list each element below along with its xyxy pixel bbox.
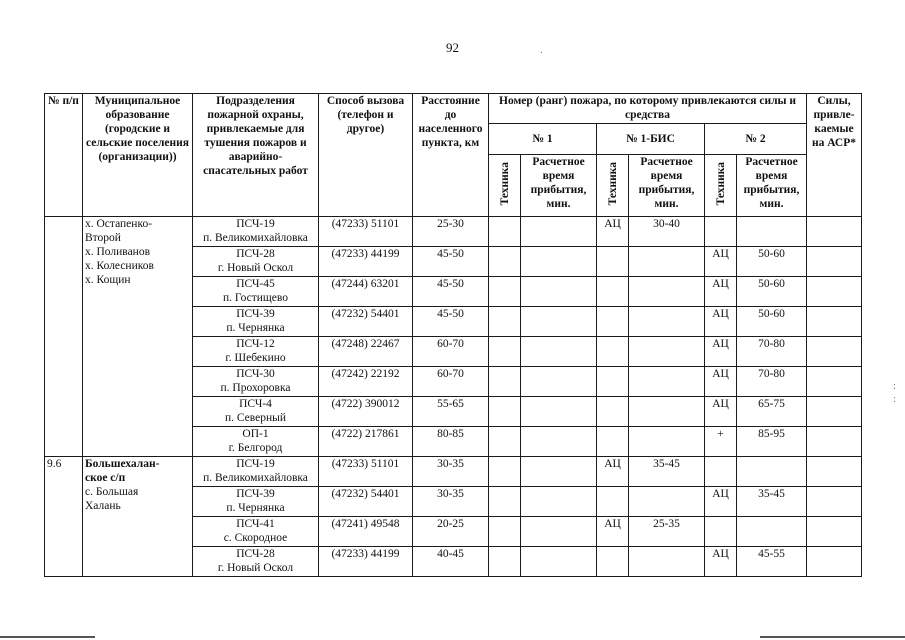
unit-name: ПСЧ-19 bbox=[236, 218, 275, 230]
tech-2-cell: АЦ bbox=[705, 487, 737, 517]
header-tech-1bis bbox=[597, 155, 629, 217]
arrival-1-cell bbox=[521, 307, 597, 337]
row-number: 9.6 bbox=[45, 457, 83, 577]
tech-1bis-cell bbox=[597, 487, 629, 517]
tech-2-cell bbox=[705, 457, 737, 487]
unit-cell bbox=[193, 367, 319, 397]
table-body bbox=[45, 217, 862, 577]
unit-name: ПСЧ-45 bbox=[236, 278, 275, 290]
distance-cell: 20-25 bbox=[413, 517, 489, 547]
unit-location: г. Белгород bbox=[228, 442, 283, 454]
municipal-line: х. Кощин bbox=[85, 274, 131, 286]
distance-cell: 30-35 bbox=[413, 487, 489, 517]
scan-edge-line bbox=[0, 636, 95, 638]
unit-name: ПСЧ-39 bbox=[236, 308, 275, 320]
header-call: Способ вызова (телефон и другое) bbox=[319, 94, 413, 217]
phone-cell: (47233) 44199 bbox=[319, 547, 413, 577]
arrival-1-cell bbox=[521, 457, 597, 487]
unit-cell bbox=[193, 307, 319, 337]
unit-name: ОП-1 bbox=[242, 428, 269, 440]
unit-location: п. Великомихайловка bbox=[203, 472, 308, 484]
unit-cell bbox=[193, 517, 319, 547]
asr-cell bbox=[807, 547, 862, 577]
arrival-1-cell bbox=[521, 427, 597, 457]
arrival-1-cell bbox=[521, 217, 597, 247]
page-number: 92 bbox=[446, 40, 459, 55]
distance-cell: 60-70 bbox=[413, 367, 489, 397]
scan-mark: : bbox=[893, 393, 897, 405]
tech-2-cell: АЦ bbox=[705, 247, 737, 277]
tech-1bis-cell bbox=[597, 277, 629, 307]
arrival-1bis-cell bbox=[629, 277, 705, 307]
municipal-cell bbox=[83, 457, 193, 577]
arrival-1bis-cell bbox=[629, 247, 705, 277]
distance-cell: 30-35 bbox=[413, 457, 489, 487]
unit-location: г. Новый Оскол bbox=[217, 562, 294, 574]
header-rank-1bis: № 1-БИС bbox=[597, 124, 705, 155]
fire-forces-table bbox=[44, 93, 862, 577]
arrival-1bis-cell bbox=[629, 367, 705, 397]
tech-2-cell bbox=[705, 217, 737, 247]
asr-cell bbox=[807, 457, 862, 487]
unit-location: г. Шебекино bbox=[225, 352, 286, 364]
municipal-line: Халань bbox=[85, 500, 121, 512]
asr-cell bbox=[807, 397, 862, 427]
tech-1bis-cell bbox=[597, 247, 629, 277]
municipal-line: ское с/п bbox=[85, 472, 126, 484]
arrival-1bis-cell: 25-35 bbox=[629, 517, 705, 547]
arrival-1bis-cell: 35-45 bbox=[629, 457, 705, 487]
unit-name: ПСЧ-41 bbox=[236, 518, 275, 530]
distance-cell: 45-50 bbox=[413, 277, 489, 307]
header-arrival-1bis: Расчетное время прибытия, мин. bbox=[629, 155, 705, 217]
tech-1-cell bbox=[489, 457, 521, 487]
tech-1bis-cell bbox=[597, 427, 629, 457]
header-arrival-2: Расчетное время прибытия, мин. bbox=[737, 155, 807, 217]
arrival-1-cell bbox=[521, 337, 597, 367]
header-municipal: Муниципальное образование (городские и сельские поселения (организации)) bbox=[83, 94, 193, 217]
arrival-1bis-cell: 30-40 bbox=[629, 217, 705, 247]
asr-cell bbox=[807, 427, 862, 457]
arrival-1-cell bbox=[521, 277, 597, 307]
asr-cell bbox=[807, 217, 862, 247]
phone-cell: (47248) 22467 bbox=[319, 337, 413, 367]
header-rank-1: № 1 bbox=[489, 124, 597, 155]
municipal-line: х. Поливанов bbox=[85, 246, 151, 258]
arrival-1-cell bbox=[521, 397, 597, 427]
tech-2-cell: АЦ bbox=[705, 337, 737, 367]
arrival-2-cell: 50-60 bbox=[737, 247, 807, 277]
header-fire-number: Номер (ранг) пожара, по которому привлекаются силы и средства bbox=[489, 94, 807, 124]
unit-name: ПСЧ-19 bbox=[236, 458, 275, 470]
tech-1bis-cell bbox=[597, 337, 629, 367]
header-arrival-1: Расчетное время прибытия, мин. bbox=[521, 155, 597, 217]
asr-cell bbox=[807, 517, 862, 547]
header-units: Подразделения пожарной охраны, привлекаемые для тушения пожаров и аварийно-спасательных работ bbox=[193, 94, 319, 217]
header-tech-label: Техника bbox=[606, 161, 619, 206]
arrival-2-cell: 70-80 bbox=[737, 337, 807, 367]
phone-cell: (47232) 54401 bbox=[319, 307, 413, 337]
unit-name: ПСЧ-28 bbox=[236, 248, 275, 260]
arrival-1bis-cell bbox=[629, 337, 705, 367]
unit-location: п. Чернянка bbox=[226, 502, 285, 514]
tech-1-cell bbox=[489, 217, 521, 247]
tech-2-cell bbox=[705, 517, 737, 547]
distance-cell: 25-30 bbox=[413, 217, 489, 247]
unit-location: п. Чернянка bbox=[226, 322, 285, 334]
tech-1-cell bbox=[489, 307, 521, 337]
tech-2-cell: АЦ bbox=[705, 367, 737, 397]
distance-cell: 40-45 bbox=[413, 547, 489, 577]
arrival-1bis-cell bbox=[629, 397, 705, 427]
tech-2-cell: АЦ bbox=[705, 307, 737, 337]
phone-cell: (47233) 44199 bbox=[319, 247, 413, 277]
tech-1bis-cell bbox=[597, 397, 629, 427]
municipal-cell bbox=[83, 217, 193, 457]
asr-cell bbox=[807, 487, 862, 517]
arrival-2-cell: 35-45 bbox=[737, 487, 807, 517]
header-tech-1 bbox=[489, 155, 521, 217]
asr-cell bbox=[807, 307, 862, 337]
unit-cell bbox=[193, 217, 319, 247]
arrival-1bis-cell bbox=[629, 307, 705, 337]
arrival-2-cell: 50-60 bbox=[737, 307, 807, 337]
scan-mark: : bbox=[893, 380, 897, 392]
unit-name: ПСЧ-30 bbox=[236, 368, 275, 380]
tech-1bis-cell bbox=[597, 367, 629, 397]
phone-cell: (4722) 217861 bbox=[319, 427, 413, 457]
header-row bbox=[45, 94, 862, 124]
header-tech-label: Техника bbox=[714, 161, 727, 206]
tech-1-cell bbox=[489, 337, 521, 367]
tech-1bis-cell bbox=[597, 307, 629, 337]
tech-2-cell: АЦ bbox=[705, 547, 737, 577]
asr-cell bbox=[807, 247, 862, 277]
distance-cell: 45-50 bbox=[413, 247, 489, 277]
tech-1-cell bbox=[489, 487, 521, 517]
arrival-2-cell bbox=[737, 517, 807, 547]
phone-cell: (47232) 54401 bbox=[319, 487, 413, 517]
unit-cell bbox=[193, 427, 319, 457]
asr-cell bbox=[807, 277, 862, 307]
phone-cell: (47244) 63201 bbox=[319, 277, 413, 307]
unit-location: п. Великомихайловка bbox=[203, 232, 308, 244]
arrival-1bis-cell bbox=[629, 547, 705, 577]
arrival-2-cell: 65-75 bbox=[737, 397, 807, 427]
distance-cell: 55-65 bbox=[413, 397, 489, 427]
distance-cell: 80-85 bbox=[413, 427, 489, 457]
header-num: № п/п bbox=[45, 94, 83, 217]
unit-location: п. Гостищево bbox=[223, 292, 288, 304]
unit-name: ПСЧ-4 bbox=[239, 398, 272, 410]
unit-cell bbox=[193, 487, 319, 517]
unit-name: ПСЧ-39 bbox=[236, 488, 275, 500]
municipal-line: Большехалан- bbox=[85, 458, 160, 470]
phone-cell: (47242) 22192 bbox=[319, 367, 413, 397]
tech-1-cell bbox=[489, 247, 521, 277]
distance-cell: 60-70 bbox=[413, 337, 489, 367]
tech-1bis-cell bbox=[597, 547, 629, 577]
unit-location: с. Скородное bbox=[223, 532, 288, 544]
tech-1-cell bbox=[489, 367, 521, 397]
phone-cell: (47233) 51101 bbox=[319, 217, 413, 247]
unit-location: г. Новый Оскол bbox=[217, 262, 294, 274]
phone-cell: (4722) 390012 bbox=[319, 397, 413, 427]
unit-cell bbox=[193, 457, 319, 487]
municipal-line: х. Колесников bbox=[85, 260, 154, 272]
unit-name: ПСЧ-12 bbox=[236, 338, 275, 350]
tech-1bis-cell: АЦ bbox=[597, 517, 629, 547]
table-row bbox=[45, 457, 862, 487]
arrival-1-cell bbox=[521, 247, 597, 277]
arrival-1-cell bbox=[521, 487, 597, 517]
phone-cell: (47241) 49548 bbox=[319, 517, 413, 547]
tech-1-cell bbox=[489, 547, 521, 577]
row-number bbox=[45, 217, 83, 457]
header-rank-2: № 2 bbox=[705, 124, 807, 155]
arrival-2-cell: 45-55 bbox=[737, 547, 807, 577]
municipal-line: с. Большая bbox=[85, 486, 139, 498]
asr-cell bbox=[807, 337, 862, 367]
municipal-line: Второй bbox=[85, 232, 121, 244]
unit-location: п. Северный bbox=[224, 412, 287, 424]
tech-2-cell: + bbox=[705, 427, 737, 457]
tech-2-cell: АЦ bbox=[705, 277, 737, 307]
distance-cell: 45-50 bbox=[413, 307, 489, 337]
unit-cell bbox=[193, 547, 319, 577]
tech-2-cell: АЦ bbox=[705, 397, 737, 427]
arrival-1-cell bbox=[521, 517, 597, 547]
arrival-2-cell: 70-80 bbox=[737, 367, 807, 397]
arrival-1bis-cell bbox=[629, 487, 705, 517]
header-tech-2 bbox=[705, 155, 737, 217]
municipal-line: х. Остапенко- bbox=[85, 218, 153, 230]
arrival-2-cell bbox=[737, 217, 807, 247]
scan-edge-line bbox=[760, 636, 905, 638]
header-distance: Расстояние до населенного пункта, км bbox=[413, 94, 489, 217]
unit-location: п. Прохоровка bbox=[220, 382, 291, 394]
tech-1-cell bbox=[489, 427, 521, 457]
header-tech-label: Техника bbox=[498, 161, 511, 206]
arrival-1-cell bbox=[521, 367, 597, 397]
tech-1bis-cell: АЦ bbox=[597, 457, 629, 487]
unit-name: ПСЧ-28 bbox=[236, 548, 275, 560]
unit-cell bbox=[193, 397, 319, 427]
phone-cell: (47233) 51101 bbox=[319, 457, 413, 487]
tech-1-cell bbox=[489, 277, 521, 307]
tech-1-cell bbox=[489, 397, 521, 427]
unit-cell bbox=[193, 277, 319, 307]
header-forces: Силы, привле-каемые на АСР* bbox=[807, 94, 862, 217]
tech-1bis-cell: АЦ bbox=[597, 217, 629, 247]
arrival-2-cell: 50-60 bbox=[737, 277, 807, 307]
table-row bbox=[45, 217, 862, 247]
scan-mark: . bbox=[540, 44, 543, 56]
arrival-1-cell bbox=[521, 547, 597, 577]
unit-cell bbox=[193, 247, 319, 277]
arrival-2-cell: 85-95 bbox=[737, 427, 807, 457]
arrival-1bis-cell bbox=[629, 427, 705, 457]
arrival-2-cell bbox=[737, 457, 807, 487]
unit-cell bbox=[193, 337, 319, 367]
asr-cell bbox=[807, 367, 862, 397]
tech-1-cell bbox=[489, 517, 521, 547]
